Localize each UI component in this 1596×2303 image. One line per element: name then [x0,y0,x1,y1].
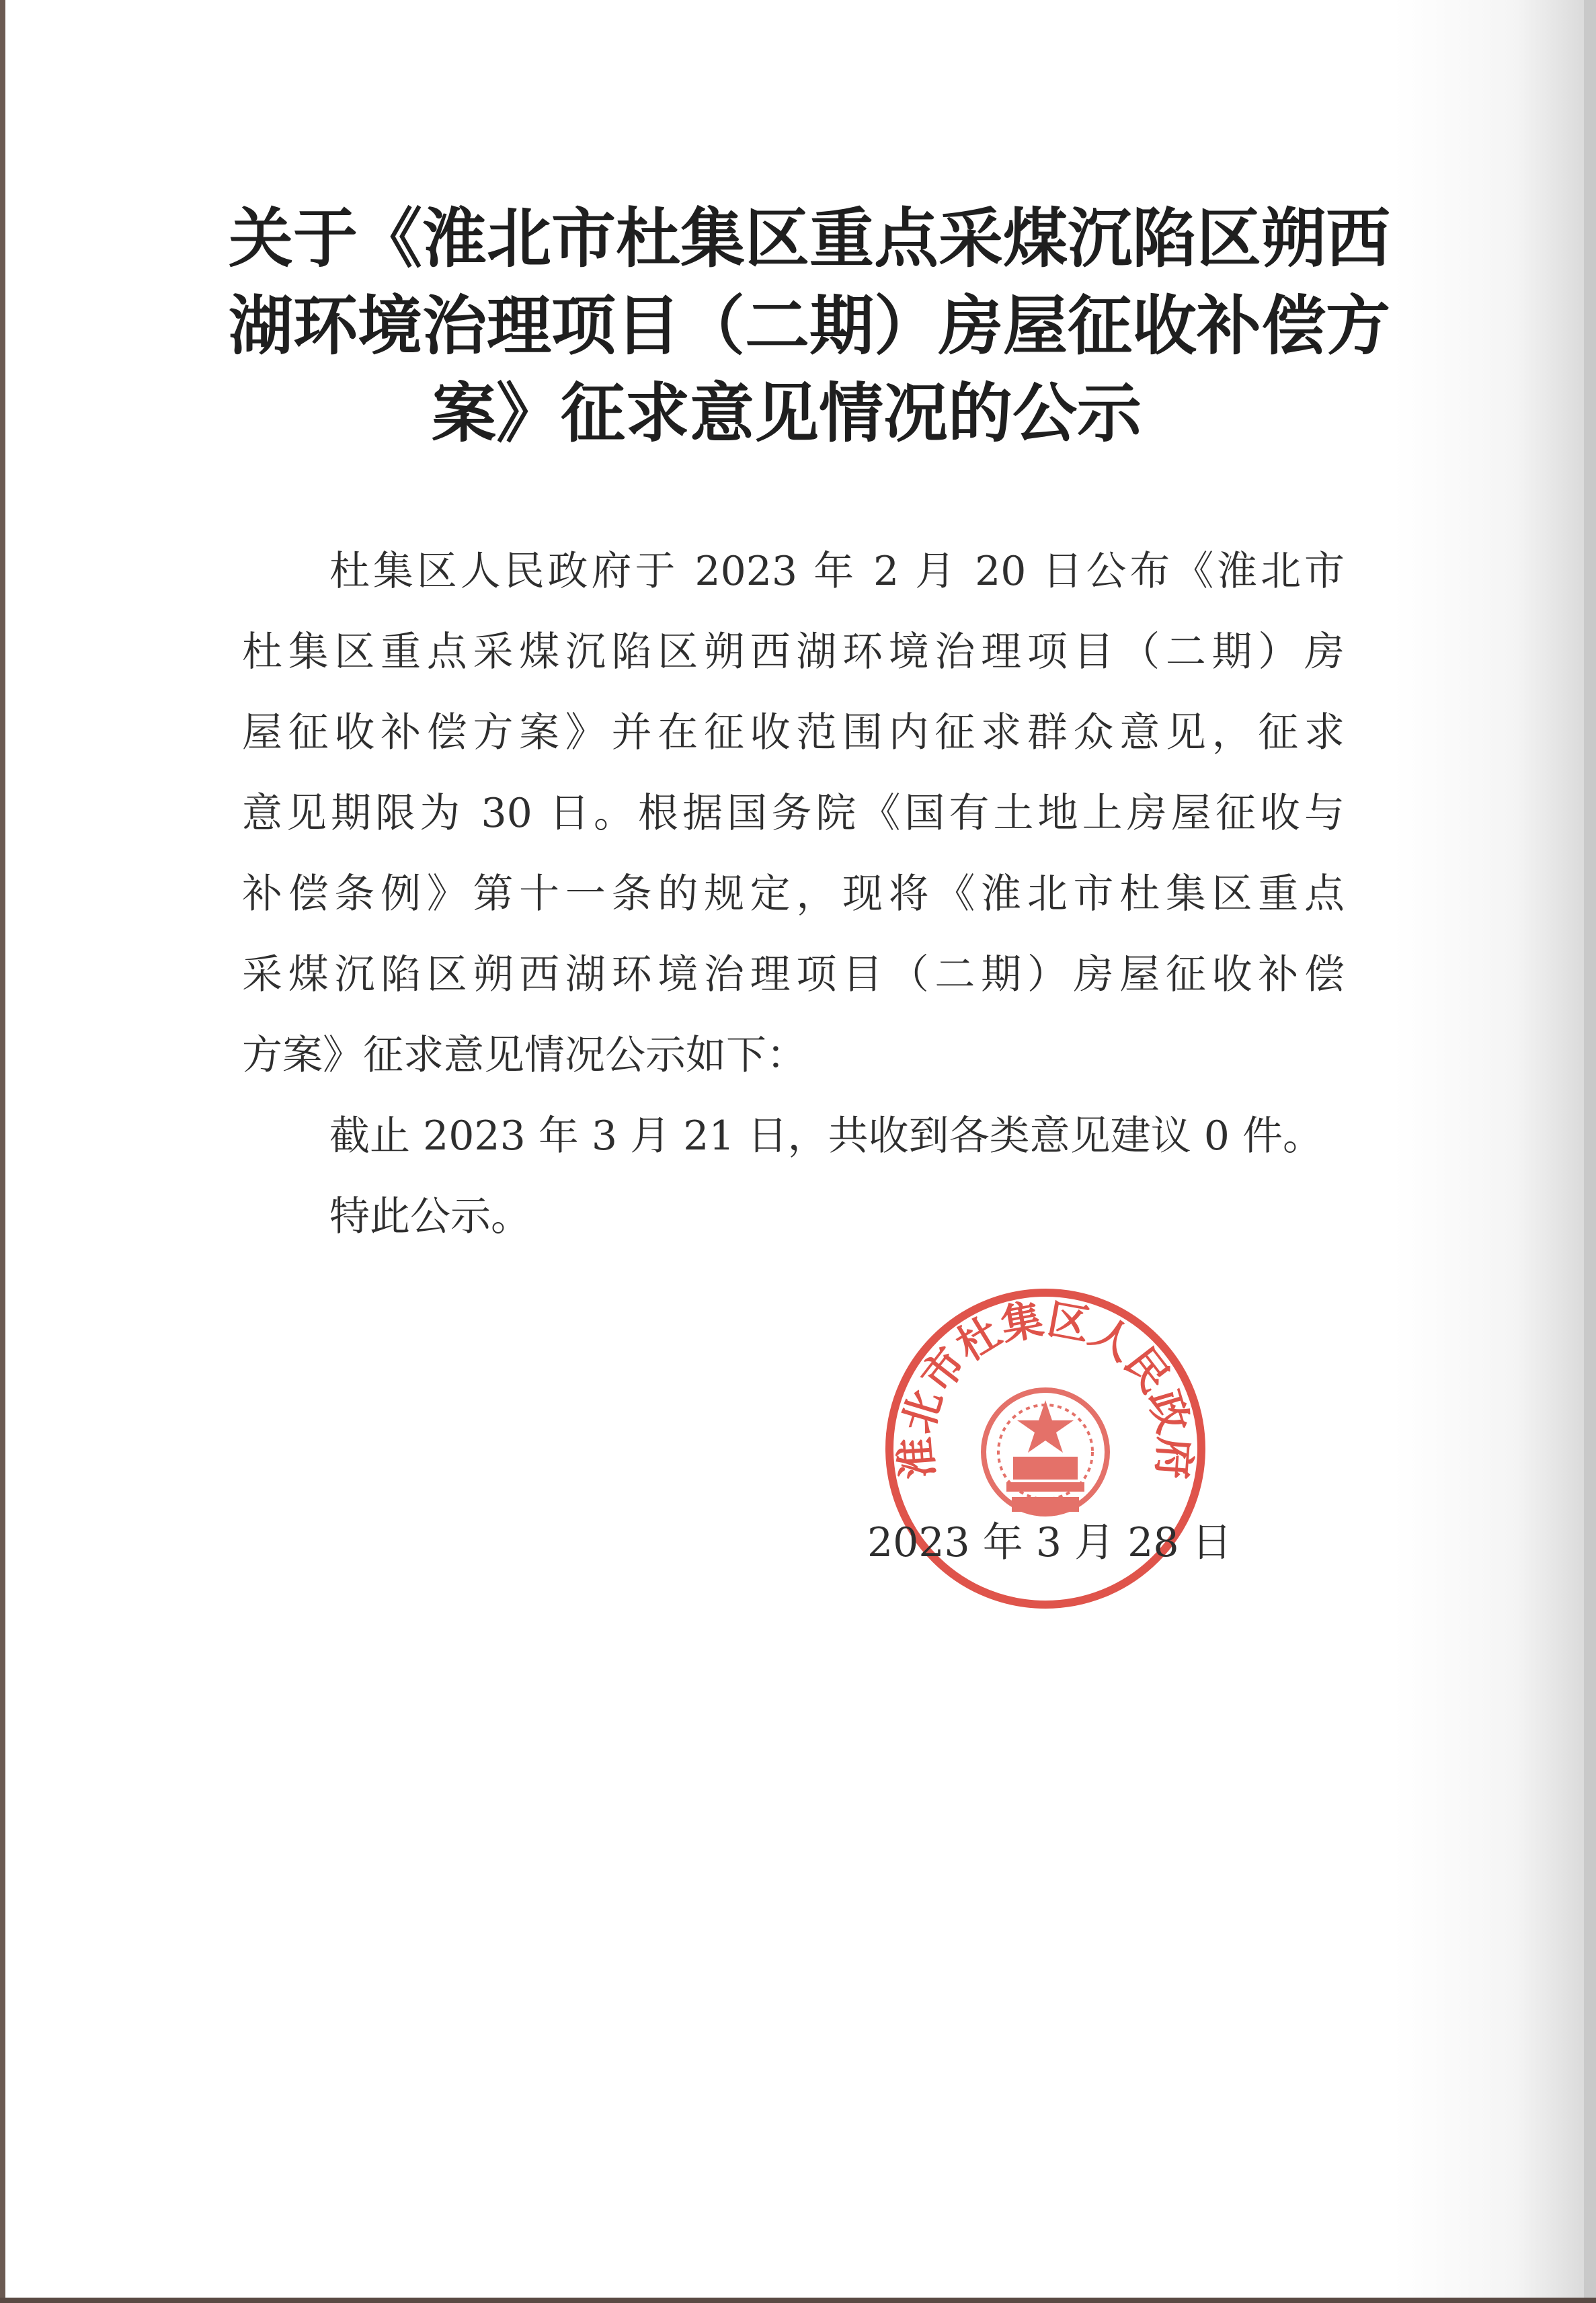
title-line-2: 湖环境治理项目（二期）房屋征收补偿方 [229,288,1390,364]
body-line: 特此公示。 [329,1193,531,1240]
seal-text: 淮北市杜集区人民政府 [891,1294,1200,1481]
body-line: 方案》征求意见情况公示如下： [242,1032,807,1079]
page-right-shadow [1394,0,1596,2303]
body-line: 杜集区重点采煤沉陷区朔西湖环境治理项目（二期）房 [242,629,1345,676]
body-line: 意见期限为 30 日。根据国务院《国有土地上房屋征收与 [242,790,1345,837]
national-emblem-icon [984,1390,1107,1514]
title-line-1: 关于《淮北市杜集区重点采煤沉陷区朔西 [229,201,1390,276]
body-line: 采煤沉陷区朔西湖环境治理项目（二期）房屋征收补偿 [242,951,1345,998]
body-line: 屋征收补偿方案》并在征收范围内征求群众意见，征求 [242,709,1345,756]
document-body [242,531,1345,1257]
body-line: 补偿条例》第十一条的规定，现将《淮北市杜集区重点 [242,871,1345,918]
page-bottom-edge [0,2298,1596,2303]
page-left-edge [0,0,5,2303]
title-line-3: 案》征求意见情况的公示 [432,376,1142,451]
body-line: 杜集区人民政府于 2023 年 2 月 20 日公布《淮北市 [329,548,1345,595]
svg-text:淮北市杜集区人民政府 [891,1294,1199,1480]
document-title [229,195,1390,457]
body-line: 截止 2023 年 3 月 21 日，共收到各类意见建议 0 件。 [329,1113,1323,1160]
page-right-edge [1584,0,1596,2303]
document-date: 2023 年 3 月 28 日 [867,1519,1232,1566]
